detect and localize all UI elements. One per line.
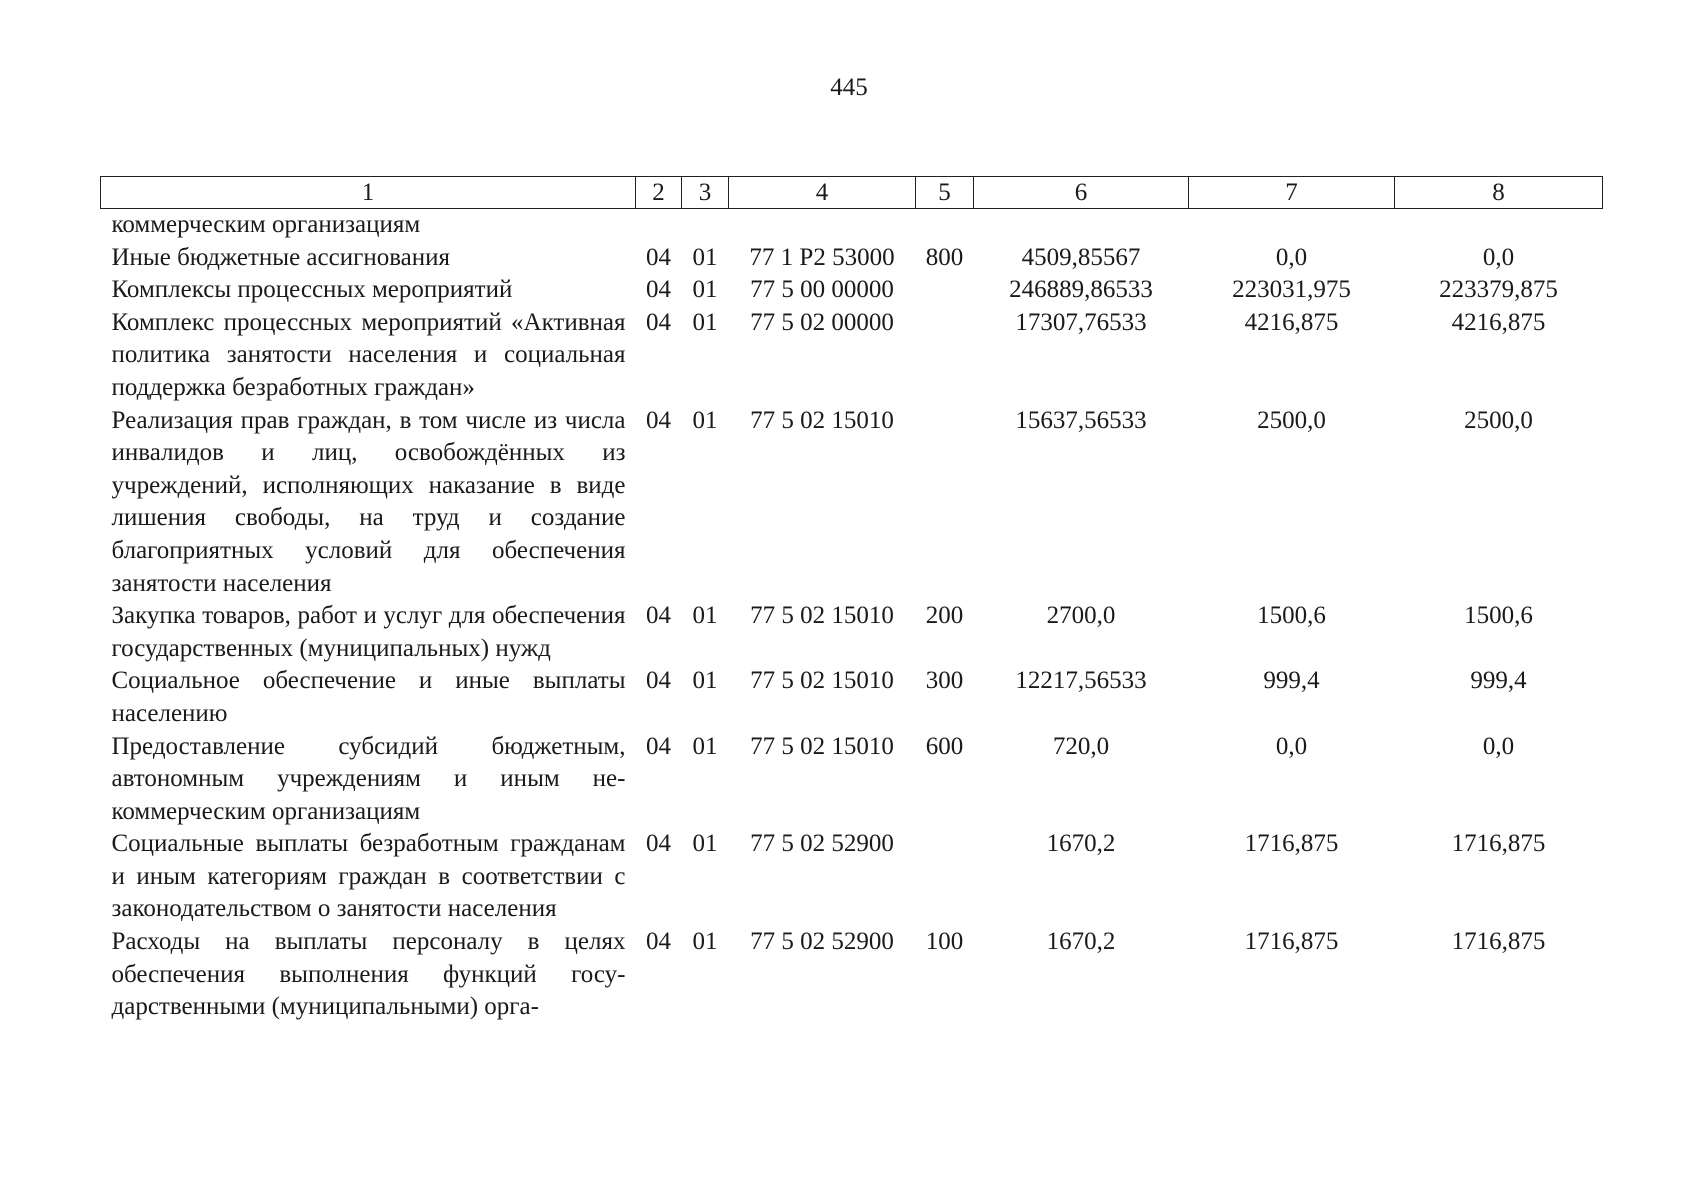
row-type: 200 (925, 602, 964, 630)
row-name: Комплекс процессных мероприятий «Активная политика занятости населения и социальная поддержка безработных граждан» (111, 308, 626, 401)
row-target: 77 5 02 15010 (750, 602, 894, 630)
row-type: 600 (925, 732, 964, 760)
header-cell-8: 8 (1395, 177, 1603, 209)
row-type (916, 405, 974, 601)
row-subsection: 01 (692, 830, 718, 858)
row-section: 04 (646, 602, 671, 630)
row-value-8: 999,4 (1470, 667, 1527, 695)
row-value-6: 720,0 (1052, 732, 1110, 760)
row-target: 77 5 02 15010 (750, 667, 894, 695)
header-cell-4: 4 (729, 177, 916, 209)
row-target: 77 5 02 52900 (750, 830, 894, 858)
row-section: 04 (646, 276, 671, 304)
row-subsection (682, 209, 729, 242)
row-value-7: 0,0 (1275, 732, 1308, 760)
row-value-7: 4216,875 (1244, 308, 1339, 336)
row-value-7: 0,0 (1275, 243, 1308, 271)
table-row (101, 307, 1603, 405)
row-value-7: 999,4 (1263, 667, 1320, 695)
row-target (729, 209, 916, 242)
row-subsection: 01 (692, 928, 718, 956)
row-subsection: 01 (692, 602, 718, 630)
row-section: 04 (646, 732, 671, 760)
row-type (916, 209, 974, 242)
row-value-8: 4216,875 (1451, 308, 1546, 336)
row-value-7: 1716,875 (1244, 928, 1339, 956)
row-name: Реализация прав граждан, в том числе из числа инвалидов и лиц, освобождённых из учреждений, исполняющих наказание в виде лишения свободы, на труд и создание благоприятных условий для обеспечения занятости населения (111, 406, 626, 597)
table-row (101, 405, 1603, 601)
row-value-7: 1500,6 (1257, 602, 1326, 630)
row-value-8 (1395, 209, 1603, 242)
table-row (101, 274, 1603, 307)
header-cell-5: 5 (916, 177, 974, 209)
row-type: 300 (925, 667, 964, 695)
row-value-7 (1189, 209, 1395, 242)
row-value-6: 1670,2 (1046, 830, 1116, 858)
table-row (101, 209, 1603, 242)
row-section: 04 (646, 667, 671, 695)
header-cell-1: 1 (101, 177, 636, 209)
row-value-7: 1716,875 (1244, 830, 1339, 858)
row-type (916, 828, 974, 926)
row-section: 04 (646, 928, 671, 956)
row-section (636, 209, 682, 242)
row-value-8: 0,0 (1482, 243, 1515, 271)
row-subsection: 01 (692, 308, 718, 336)
row-value-8: 223379,875 (1439, 276, 1558, 304)
row-subsection: 01 (692, 732, 718, 760)
row-section: 04 (646, 406, 671, 434)
row-value-6 (974, 209, 1189, 242)
row-value-8: 1500,6 (1464, 602, 1533, 630)
row-value-8: 2500,0 (1464, 406, 1533, 434)
row-value-6: 4509,85567 (1021, 243, 1141, 271)
row-value-8: 1716,875 (1451, 928, 1546, 956)
row-type: 100 (925, 928, 964, 956)
row-target: 77 5 02 00000 (750, 308, 894, 336)
row-target: 77 5 00 00000 (750, 276, 894, 304)
row-value-8: 1716,875 (1451, 830, 1546, 858)
table-row (101, 665, 1603, 730)
row-type: 800 (925, 243, 964, 271)
row-subsection: 01 (692, 406, 718, 434)
row-target: 77 5 02 15010 (750, 406, 894, 434)
table-row (101, 242, 1603, 275)
budget-table (100, 176, 1603, 1024)
table-row (101, 731, 1603, 829)
row-value-6: 15637,56533 (1015, 406, 1147, 434)
header-cell-6: 6 (974, 177, 1189, 209)
row-name: коммерческим организациям (111, 211, 421, 238)
row-subsection: 01 (692, 276, 718, 304)
header-row (101, 177, 1603, 209)
row-subsection: 01 (692, 243, 718, 271)
header-cell-3: 3 (682, 177, 729, 209)
row-value-7: 223031,975 (1232, 276, 1351, 304)
row-type (916, 307, 974, 405)
row-value-6: 12217,56533 (1015, 667, 1147, 695)
row-value-6: 17307,76533 (1015, 308, 1147, 336)
row-name: Расходы на выплаты персоналу в целях обеспечения выполнения функций государственными (муниципальными) орга- (111, 928, 626, 1021)
row-target: 77 5 02 15010 (750, 732, 894, 760)
table-row (101, 828, 1603, 926)
row-target: 77 1 P2 53000 (749, 243, 895, 271)
row-subsection: 01 (692, 667, 718, 695)
row-name: Социальное обеспечение и иные выплаты населению (111, 667, 626, 727)
page-number: 445 (830, 74, 868, 101)
row-target: 77 5 02 52900 (750, 928, 894, 956)
table-body (101, 209, 1603, 1024)
header-cell-2: 2 (636, 177, 682, 209)
table-row (101, 600, 1603, 665)
row-value-8: 0,0 (1482, 732, 1515, 760)
row-section: 04 (646, 308, 671, 336)
row-value-6: 2700,0 (1046, 602, 1116, 630)
row-section: 04 (646, 243, 671, 271)
row-name: Социальные выплаты безработным гражданам и иным категориям граждан в соответствии с законодательством о занятости населения (111, 830, 626, 923)
row-name: Иные бюджетные ассигнования (111, 243, 451, 271)
row-name: Закупка товаров, работ и услуг для обеспечения государственных (муниципальных) нужд (111, 602, 626, 662)
row-value-6: 1670,2 (1046, 928, 1116, 956)
row-value-6: 246889,86533 (1009, 276, 1153, 304)
header-cell-7: 7 (1189, 177, 1395, 209)
row-value-7: 2500,0 (1257, 406, 1326, 434)
row-name: Комплексы процессных мероприятий (111, 276, 513, 304)
table-row (101, 926, 1603, 1024)
row-type (916, 274, 974, 307)
table-header (101, 177, 1603, 209)
row-section: 04 (646, 830, 671, 858)
row-name: Предоставление субсидий бюджетным, автономным учреждениям и иным некоммерческим организациям (111, 732, 626, 825)
